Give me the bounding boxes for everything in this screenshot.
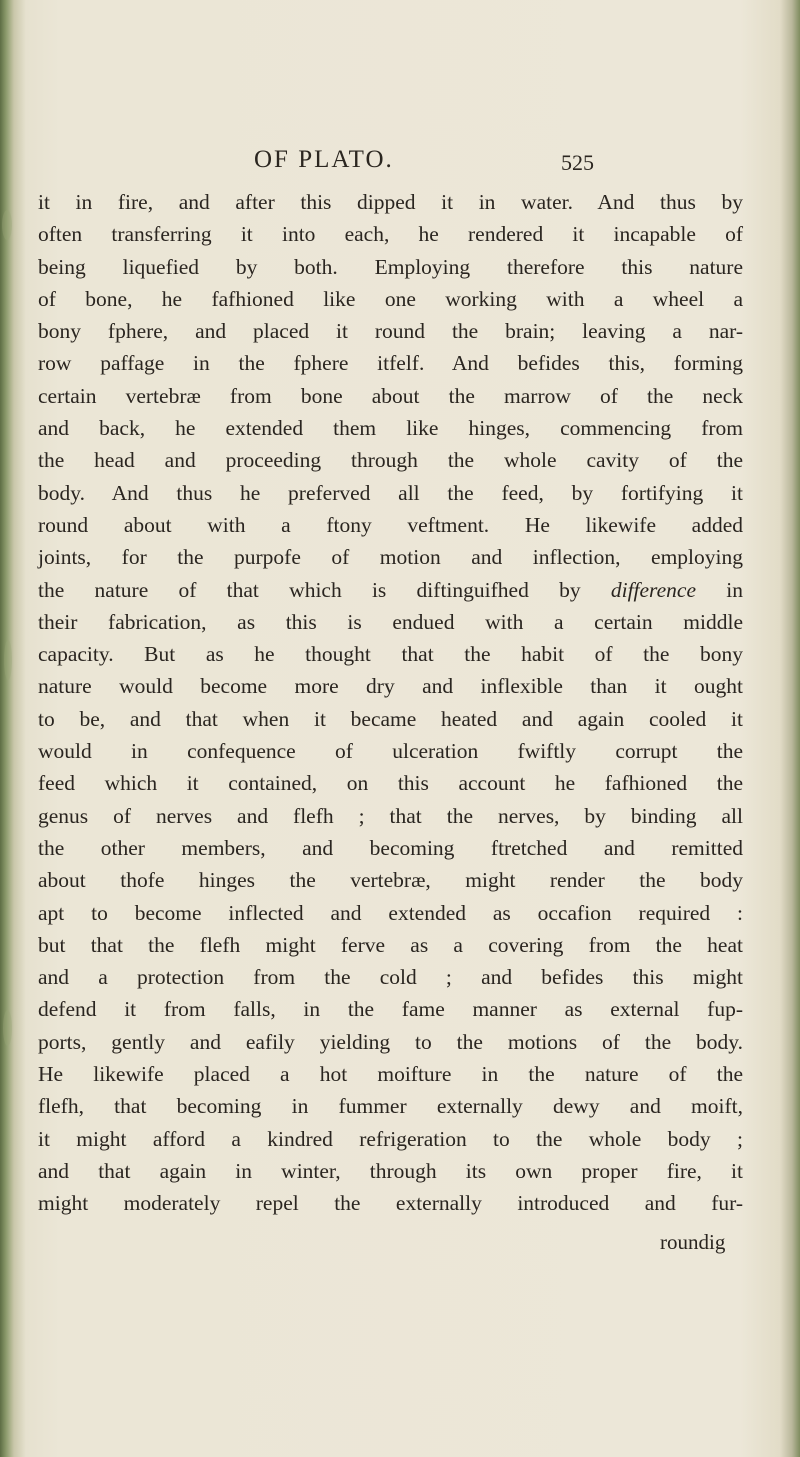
running-title: OF PLATO. <box>254 146 394 173</box>
text-line: and back, he extended them like hinges, commencing from <box>38 416 743 441</box>
text-line: might moderately repel the externally introduced and fur- <box>38 1191 743 1216</box>
text-segment: in <box>726 577 744 602</box>
text-line: of bone, he fafhioned like one working with a wheel a <box>38 286 743 311</box>
text-segment: the nature of that which is diftinguifhed by <box>38 577 581 602</box>
text-line: bony fphere, and placed it round the brain; leaving a nar- <box>38 319 743 344</box>
text-line: genus of nerves and flefh ; that the nerves, by binding all <box>38 803 743 828</box>
text-line: and a protection from the cold ; and befides this might <box>38 965 743 990</box>
page-stain <box>3 1010 12 1046</box>
catchword: roundig <box>660 1230 726 1254</box>
text-line: flefh, that becoming in fummer externally dewy and moift, <box>38 1094 743 1119</box>
text-line: but that the flefh might ferve as a covering from the heat <box>38 932 743 957</box>
text-line: He likewife placed a hot moifture in the nature of the <box>38 1062 743 1087</box>
text-line: would in confequence of ulceration fwiftly corrupt the <box>38 739 743 764</box>
text-line: apt to become inflected and extended as occafion required : <box>38 900 743 925</box>
text-line: their fabrication, as this is endued with a certain middle <box>38 609 743 634</box>
text-line: round about with a ftony veftment. He likewife added <box>38 512 743 537</box>
page-number: 525 <box>561 150 594 175</box>
italic-term: difference <box>610 577 697 602</box>
text-line: being liquefied by both. Employing therefore this nature <box>38 254 743 279</box>
text-line: body. And thus he preferved all the feed, by fortifying it <box>38 480 743 505</box>
text-line: capacity. But as he thought that the habit of the bony <box>38 642 743 667</box>
text-line: the other members, and becoming ftretched and remitted <box>38 835 743 860</box>
text-line: row paffage in the fphere itfelf. And befides this, forming <box>38 351 743 376</box>
page-stain <box>4 640 12 680</box>
text-line: to be, and that when it became heated and again cooled it <box>38 706 743 731</box>
body-text <box>38 186 743 1220</box>
text-line: about thofe hinges the vertebræ, might render the body <box>38 868 743 893</box>
text-line: joints, for the purpofe of motion and inflection, employing <box>38 545 743 570</box>
text-line: it in fire, and after this dipped it in water. And thus by <box>38 190 743 214</box>
text-line-with-italic <box>38 574 743 606</box>
text-line: and that again in winter, through its own proper fire, it <box>38 1158 743 1183</box>
page-stain <box>2 210 12 240</box>
text-line: ports, gently and eafily yielding to the motions of the body. <box>38 1029 743 1054</box>
text-line: nature would become more dry and inflexible than it ought <box>38 674 743 699</box>
text-line: the head and proceeding through the whole cavity of the <box>38 448 743 473</box>
text-line: it might afford a kindred refrigeration to the whole body ; <box>38 1126 743 1151</box>
text-line: feed which it contained, on this account he fafhioned the <box>38 771 743 796</box>
text-line: defend it from falls, in the fame manner as external fup- <box>38 997 743 1022</box>
text-line: certain vertebræ from bone about the marrow of the neck <box>38 383 743 408</box>
text-line: often transferring it into each, he rendered it incapable of <box>38 222 743 247</box>
page-header <box>254 146 594 186</box>
